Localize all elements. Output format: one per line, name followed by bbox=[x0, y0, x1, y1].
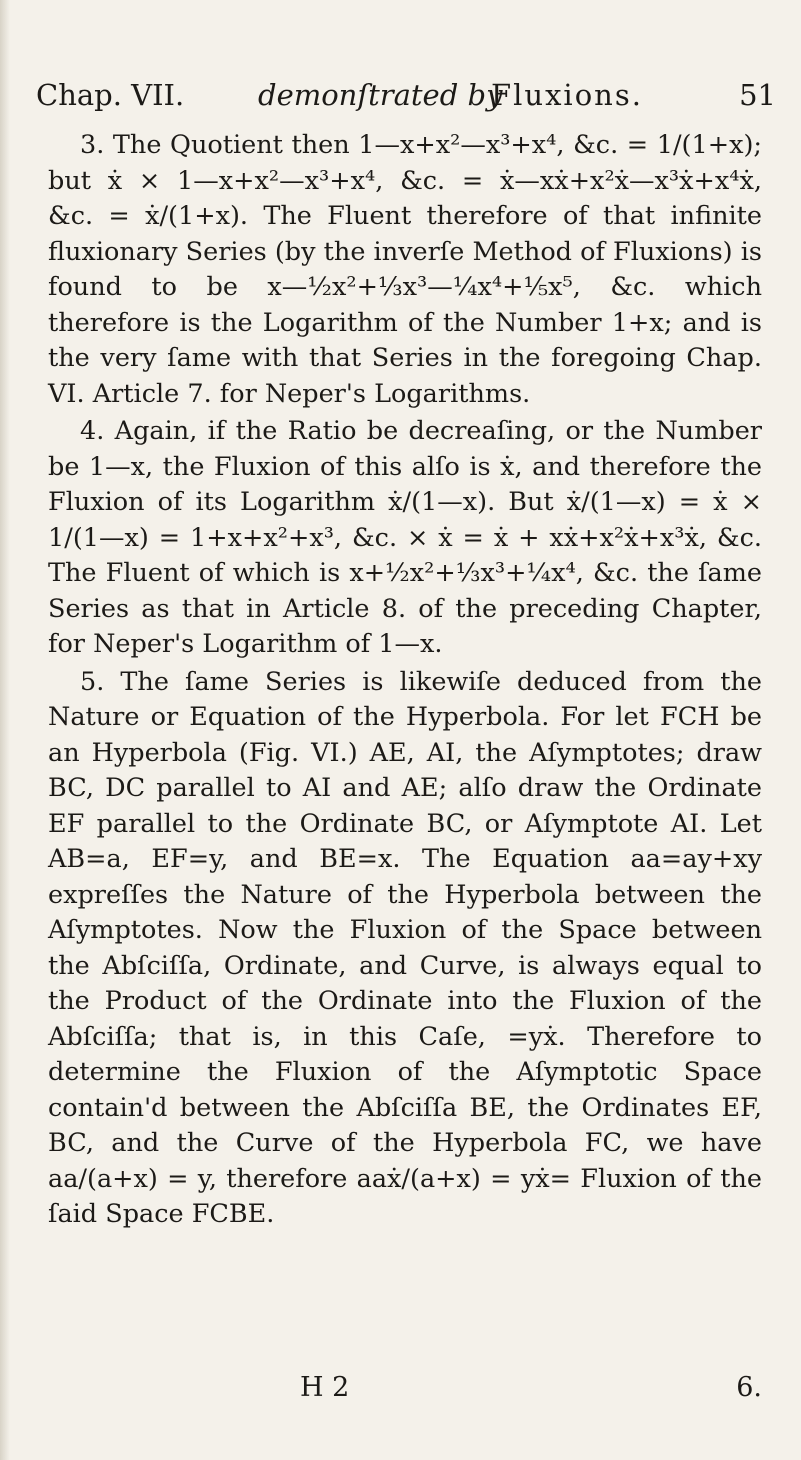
paragraph-3: 3. The Quotient then 1—x+x²—x³+x⁴, &c. = 1/(1+x); but ẋ × 1—x+x²—x³+x⁴, &c. = ẋ—xẋ+x²ẋ—x³ẋ+x⁴ẋ, &c. = ẋ/(1+x). The Fluent therefore of that infinite fluxionary Series (by the inverſe Method of Fluxions) is found to be x—½x²+⅓x³—¼x⁴+⅕x⁵, &c. which therefore is the Logarithm of the Number 1+x; and is the very ſame with that Series in the foregoing Chap. VI. Article 7. for Neper's Logarithms. bbox=[48, 130, 762, 409]
chapter-label: Chap. VII. bbox=[36, 78, 185, 112]
paragraph-5: 5. The ſame Series is likewiſe deduced from the Nature or Equation of the Hyperbola. For let FCH be an Hyperbola (Fig. VI.) AE, AI, the Aſymptotes; draw BC, DC parallel to AI and AE; alſo draw the Ordinate EF parallel to the Ordinate BC, or Aſymptote AI. Let AB=a, EF=y, and BE=x. The Equation aa=ay+xy expreſſes the Nature of the Hyperbola between the Aſymptotes. Now the Fluxion of the Space between the Abſciſſa, Ordinate, and Curve, is always equal to the Product of the Ordinate into the Fluxion of the Abſciſſa; that is, in this Caſe, =yẋ. Therefore to determine the Fluxion of the Aſymptotic Space contain'd between the Abſciſſa BE, the Ordinates EF, BC, and the Curve of the Hyperbola FC, we have aa/(a+x) = y, therefore aaẋ/(a+x) = yẋ= Fluxion of the ſaid Space FCBE. bbox=[48, 666, 762, 1229]
page-footer bbox=[48, 1372, 762, 1412]
page-number: 51 bbox=[739, 78, 776, 112]
page-edge bbox=[0, 0, 10, 1460]
page-body bbox=[48, 128, 762, 1233]
header-subject: Fluxions. bbox=[491, 78, 643, 112]
catchword: 6. bbox=[736, 1372, 762, 1403]
running-header bbox=[36, 78, 776, 118]
paragraph-4: 4. Again, if the Ratio be decreaſing, or the Number be 1—x, the Fluxion of this alſo is ẋ, and therefore the Fluxion of its Logarithm ẋ/(1—x). But ẋ/(1—x) = ẋ × 1/(1—x) = 1+x+x²+x³, &c. × ẋ = ẋ + xẋ+x²ẋ+x³ẋ, &c. The Fluent of which is x+½x²+⅓x³+¼x⁴, &c. the ſame Series as that in Article 8. of the preceding Chapter, for Neper's Logarithm of 1—x. bbox=[48, 416, 762, 659]
signature-mark: H 2 bbox=[300, 1372, 350, 1403]
header-title: demonſtrated by bbox=[258, 78, 503, 112]
